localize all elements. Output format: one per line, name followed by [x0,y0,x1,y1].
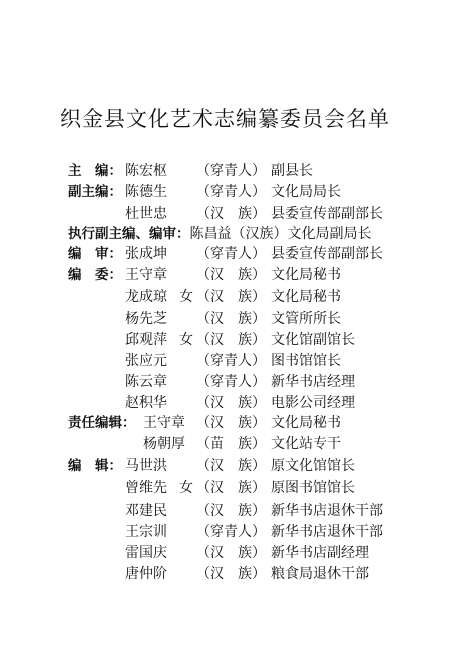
member-name: 王守章 [143,415,185,431]
role-label: 编 审： [68,246,122,262]
member-position: 县委宣传部副部长 [271,206,383,222]
special-role-line [68,223,372,245]
list-item [0,286,450,308]
member-position: 文管所所长 [271,311,341,327]
member-position: 原文化馆馆长 [271,458,355,474]
member-name: 曾维先 [125,480,167,496]
role-label: 编 辑： [68,458,122,474]
member-position: 粮食局退休干部 [271,566,369,582]
member-position: 文化局副局长 [287,226,372,242]
list-item [0,563,450,585]
member-ethnicity: （穿青人） [196,246,266,262]
member-position: 新华书店退休干部 [271,503,383,519]
member-ethnicity: （穿青人） [196,353,266,369]
member-ethnicity: （汉 族） [196,332,266,348]
role-label: 执行副主编、编审： [68,226,190,242]
member-position: 文化馆副馆长 [271,332,355,348]
list-item [0,392,450,414]
role-label: 编 委： [68,267,122,283]
member-ethnicity: （汉 族） [196,480,266,496]
list-item [0,329,450,351]
list-item [0,350,450,372]
member-name: 唐仲阶 [125,566,167,582]
member-position: 新华书店经理 [271,374,355,390]
list-item [0,308,450,330]
page-title: 织金县文化艺术志编纂委员会名单 [60,107,390,131]
member-name: 杨先芝 [125,311,167,327]
member-ethnicity: （苗 族） [196,436,266,452]
member-position: 县委宣传部副部长 [271,246,383,262]
member-name: 邱观萍 [125,332,167,348]
member-name: 龙成琼 [125,289,167,305]
list-item [0,223,450,245]
role-label: 副主编： [68,184,122,200]
member-position: 文化站专干 [271,436,341,452]
member-position: 图书馆馆长 [271,353,341,369]
member-gender: 女 [179,332,193,348]
list-item [0,542,450,564]
member-ethnicity: （穿青人） [196,184,266,200]
member-ethnicity: （汉 族） [196,267,266,283]
role-label: 主 编： [68,163,122,179]
member-ethnicity: （穿青人） [196,374,266,390]
list-item [0,371,450,393]
member-name: 邓建民 [125,503,167,519]
member-position: 电影公司经理 [271,395,355,411]
member-ethnicity: （汉 族） [196,289,266,305]
member-name: 陈德生 [125,184,167,200]
member-ethnicity: （汉 族） [196,503,266,519]
list-item [0,412,450,434]
member-position: 文化局秘书 [271,289,341,305]
member-name: 张成坤 [125,246,167,262]
list-item [0,264,450,286]
list-item [0,181,450,203]
member-name: 陈云章 [125,374,167,390]
member-name: 雷国庆 [125,545,167,561]
member-position: 文化局秘书 [271,267,341,283]
list-item [0,477,450,499]
member-name: 张应元 [125,353,167,369]
member-position: 新华书店副经理 [271,545,369,561]
member-ethnicity: （汉 族） [196,415,266,431]
list-item [0,160,450,182]
member-ethnicity: （汉 族） [196,311,266,327]
member-ethnicity: （穿青人） [196,163,266,179]
member-ethnicity: （汉 族） [196,545,266,561]
role-label: 责任编辑： [68,415,136,431]
member-ethnicity: （穿青人） [196,524,266,540]
member-name: 杜世忠 [125,206,167,222]
member-ethnicity: （汉 族） [196,395,266,411]
member-position: 副县长 [271,163,313,179]
member-name: 赵积华 [125,395,167,411]
member-ethnicity: （汉 族） [196,206,266,222]
member-position: 文化局秘书 [271,415,341,431]
member-gender: 女 [179,289,193,305]
member-position: 文化局局长 [271,184,341,200]
member-position: 新华书店退休干部 [271,524,383,540]
list-item [0,500,450,522]
member-ethnicity: （汉 族） [196,566,266,582]
member-name: 马世洪 [125,458,167,474]
member-name: 陈宏枢 [125,163,167,179]
member-ethnicity: （汉 族） [196,458,266,474]
list-item [0,433,450,455]
member-name: 杨朝厚 [143,436,185,452]
member-ethnicity: （汉族） [231,226,288,242]
member-gender: 女 [179,480,193,496]
list-item [0,203,450,225]
list-item [0,521,450,543]
list-item [0,243,450,265]
member-name: 王宗训 [125,524,167,540]
member-position: 原图书馆馆长 [271,480,355,496]
list-item [0,455,450,477]
member-name: 王守章 [125,267,167,283]
member-name: 陈昌益 [189,226,232,242]
